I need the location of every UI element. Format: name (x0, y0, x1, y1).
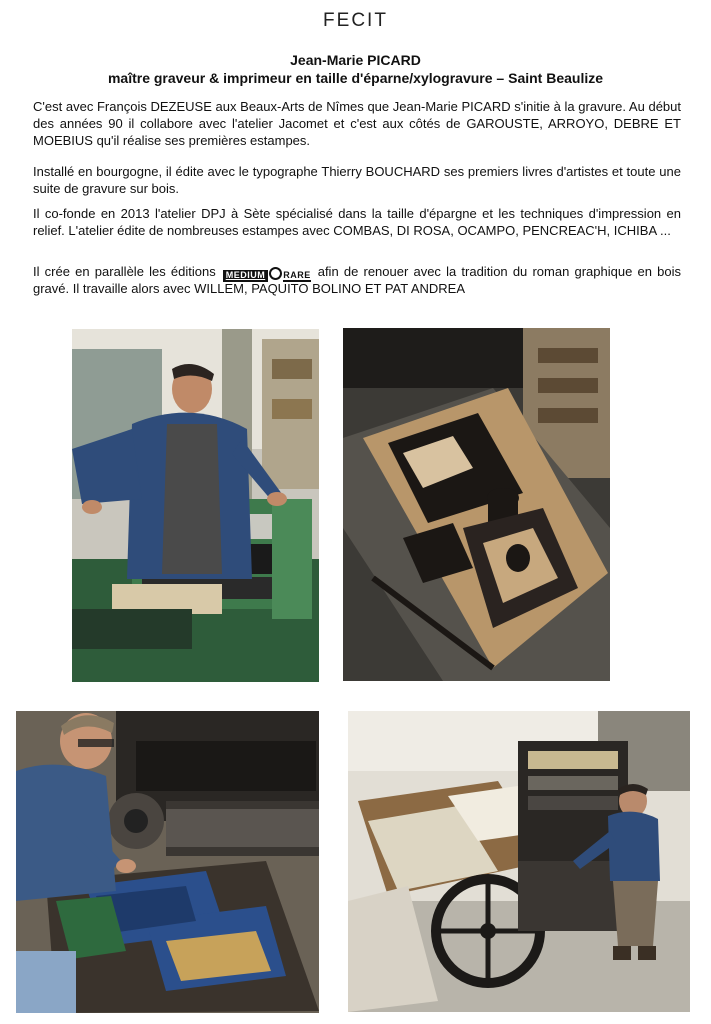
paragraph-4-end: afin de renouer avec la tradition du roman graphique en bois gravé. Il travaille alors avec WILLEM, PAQUITO BOLINO ET PAT ANDREA (33, 264, 681, 296)
paragraph-2: Installé en bourgogne, il édite avec le typographe Thierry BOUCHARD ses premiers livres d'artistes et toute une suite de gravure sur bois. (33, 164, 681, 196)
photo-printer-green-press (72, 329, 319, 682)
paragraph-4-start: Il crée en parallèle les éditions (33, 264, 216, 279)
logo-rare-text: RARE (283, 270, 311, 280)
paragraph-3: Il co-fonde en 2013 l'atelier DPJ à Sète spécialisé dans la taille d'épargne et les techniques d'impression en relief. L'atelier édite de nombreuses estampes avec COMBAS, DI ROSA, OCAMPO, PENCREAC'H, ICHIBA ... (33, 206, 681, 238)
paragraph-1: C'est avec François DEZEUSE aux Beaux-Arts de Nîmes que Jean-Marie PICARD s'initie à la gravure. Au début des années 90 il collabore avec l'atelier Jacomet et c'est aux côtés de GAROUSTE, ARROYO, DEBRE ET MOEBIUS qu'il réalise ses premières estampes. (33, 99, 681, 148)
logo-medium-text: MEDIUM (223, 270, 269, 282)
photo-woodblock-press (343, 328, 610, 681)
artist-name: Jean-Marie PICARD (290, 52, 421, 68)
medium-rare-logo (220, 267, 314, 280)
paragraph-4 (33, 263, 681, 297)
photo-printer-cylinder-press (348, 711, 690, 1012)
photo-printer-blue-block (16, 711, 319, 1013)
artist-subtitle: maître graveur & imprimeur en taille d'éparne/xylogravure – Saint Beaulize (107, 70, 604, 86)
brand-logo: FECIT (323, 10, 388, 31)
logo-circle-icon (269, 267, 282, 280)
article-title (0, 51, 711, 87)
